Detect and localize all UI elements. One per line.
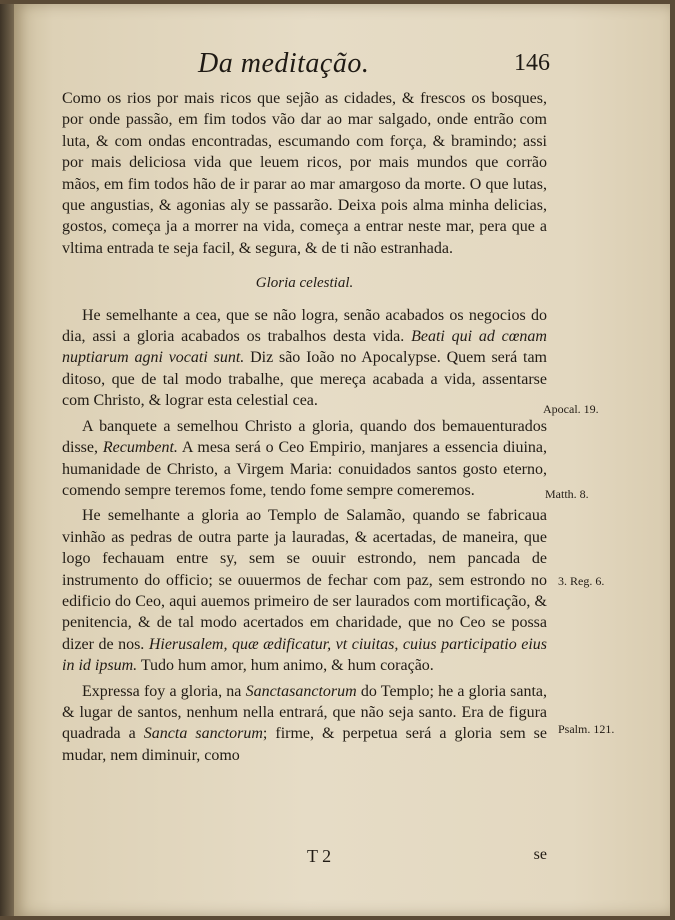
paragraph-supper-text: He semelhante a cea, que se não logra, senão acabados os negocios do dia, assi a gloria acabados os trabalhos desta vida. [62, 306, 547, 346]
paragraph-temple-text: He semelhante a gloria ao Templo de Salamão, quando se fabricaua vinhão as pedras de outra parte ja lauradas, & acertadas, de maneira, que logo fechauam entre sy, sem se ouuir estrondo, nem pancada de instrumento do officio; se ouuermos de fechar com paz, sem estrondo no edificio do Ceo, aqui auemos primeiro de ser laurados com mortificação, & penitencia, & de tal modo acertados em charidade, que no Ceo se possa dizer de nos. [62, 507, 547, 653]
signature-mark: T 2 [307, 846, 332, 866]
latin-quote-recumbent: Recumbent. [102, 439, 178, 457]
paragraph-rivers: Como os rios por mais ricos que sejão as cidades, & frescos os bosques, por onde passão, em fim todos vão dar ao mar salgado, onde entrão com luta, & com ondas encontradas, escumando com força, & bramindo; assi por mais deliciosa vida que leuem ricos, por mais mundos que corrão mãos, em fim todos hão de ir parar ao mar amargoso da morte. O que lutas, que angustias, & agonias aly se passarão. Deixa pois alma minha delicias, gostos, começa ja a morrer na vida, começa a entrar neste mar, pera que a vltima entrada te seja facil, & segura, & de ti não estranhada. [62, 90, 547, 257]
paragraph-supper [62, 305, 547, 412]
page-footer [62, 846, 547, 870]
latin-term-sancta-sanctorum: Sancta sanctorum [143, 725, 263, 743]
paragraph-temple [62, 505, 547, 676]
paragraph-sanctum-text-b: do Templo; he a gloria santa, & lugar de santos, nenhum nella entrará, que não seja santo. Era de figura quadrada a [62, 682, 548, 743]
running-head: Da meditação. [198, 48, 370, 79]
paragraph-sanctum [62, 681, 547, 767]
margin-note-psalm: Psalm. 121. [558, 722, 615, 736]
latin-quote-psalm: Hierusalem, quæ ædificatur, vt ciuitas, cuius participatio eius in id ipsum. [62, 635, 547, 675]
paragraph-banquet-rest: A mesa será o Ceo Empirio, manjares a essencia diuina, humanidade de Christo, a Virgem Maria: conuidados santos gosto eterno, comendo sempre teremos fome, tendo fome sempre comeremos. [62, 439, 548, 499]
paragraph-banquet [62, 416, 547, 502]
margin-note-kings: 3. Reg. 6. [558, 574, 605, 588]
latin-quote-apocalypse: Beati qui ad cœnam nuptiarum agni vocati sunt. [62, 328, 547, 367]
page-number: 146 [514, 50, 550, 76]
section-title: Gloria celestial. [255, 275, 354, 292]
page-header [198, 48, 548, 88]
latin-term-sanctasanctorum: Sanctasanctorum [245, 682, 357, 700]
body-text [62, 88, 547, 770]
paragraph-supper-rest: Diz são Ioão no Apocalypse. Quem será tam ditoso, que de tal modo trabalhe, que mereça acabada a vida, assentarse com Christo, & lograr esta celestial cea. [62, 349, 548, 410]
margin-note-matthew: Matth. 8. [545, 487, 589, 501]
paragraph-sanctum-text-c: ; firme, & perpetua será a gloria sem se mudar, nem diminuir, como [62, 725, 548, 764]
margin-note-apocalypse: Apocal. 19. [543, 402, 599, 416]
paragraph-temple-rest: Tudo hum amor, hum animo, & hum coração. [140, 657, 434, 675]
catchword: se [533, 846, 547, 863]
paragraph-banquet-text: A banquete a semelhou Christo a gloria, quando dos bemauenturados disse, [62, 417, 547, 457]
paragraph-sanctum-text-a: Expressa foy a gloria, na [82, 682, 242, 700]
